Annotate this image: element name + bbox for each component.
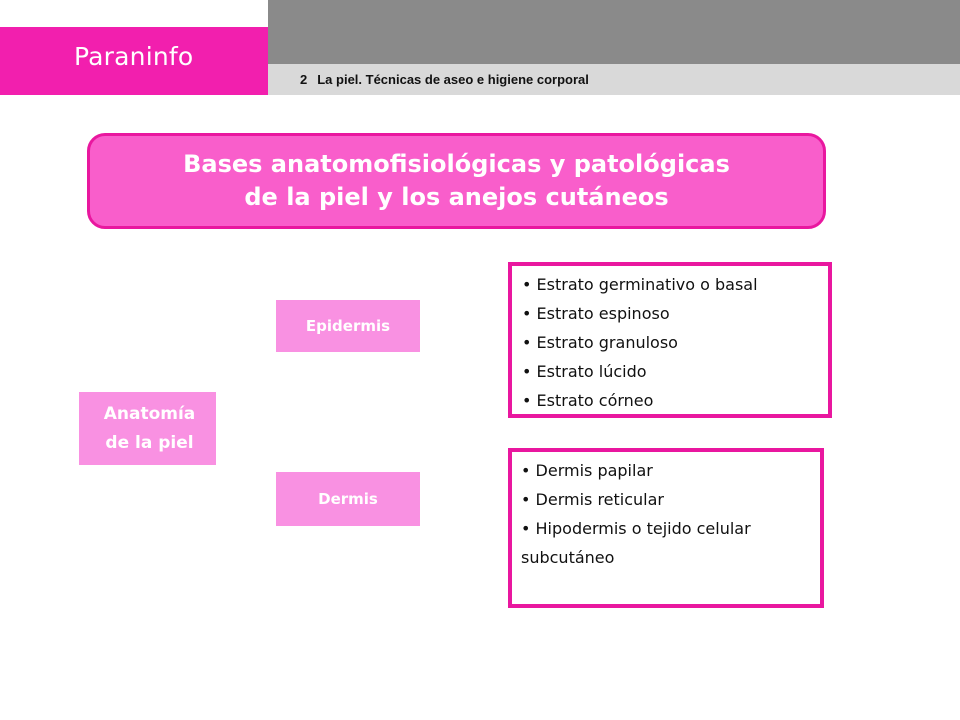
epidermis-layers-list xyxy=(508,262,832,418)
node-dermis xyxy=(276,472,420,526)
node-dermis-label: Dermis xyxy=(318,490,378,508)
list-item: • Dermis reticular xyxy=(521,490,664,509)
list-item: • Hipodermis o tejido celular xyxy=(521,519,751,538)
chapter-title: La piel. Técnicas de aseo e higiene corporal xyxy=(317,72,589,87)
dermis-layers-list xyxy=(508,448,824,608)
list-item: • Estrato lúcido xyxy=(522,362,647,381)
list-item: • Estrato granuloso xyxy=(522,333,678,352)
root-node-line-2: de la piel xyxy=(105,432,194,453)
node-epidermis-label: Epidermis xyxy=(305,317,391,335)
header-bar xyxy=(268,0,960,64)
root-node-anatomia xyxy=(79,392,216,465)
list-item: • Estrato espinoso xyxy=(522,304,670,323)
brand-logo-text: Paraninfo xyxy=(74,42,194,71)
list-item: • Estrato córneo xyxy=(522,391,654,410)
list-item: • Dermis papilar xyxy=(521,461,653,480)
slide-title-line-1: Bases anatomofisiológicas y patológicas xyxy=(183,150,730,178)
slide-title-line-2: de la piel y los anejos cutáneos xyxy=(244,183,669,211)
list-item: • Estrato germinativo o basal xyxy=(522,275,758,294)
list-item: subcutáneo xyxy=(521,548,615,567)
slide-title-box xyxy=(87,133,826,229)
root-node-line-1: Anatomía xyxy=(103,403,196,424)
node-epidermis xyxy=(276,300,420,352)
chapter-heading xyxy=(300,72,589,92)
chapter-number: 2 xyxy=(300,72,308,87)
